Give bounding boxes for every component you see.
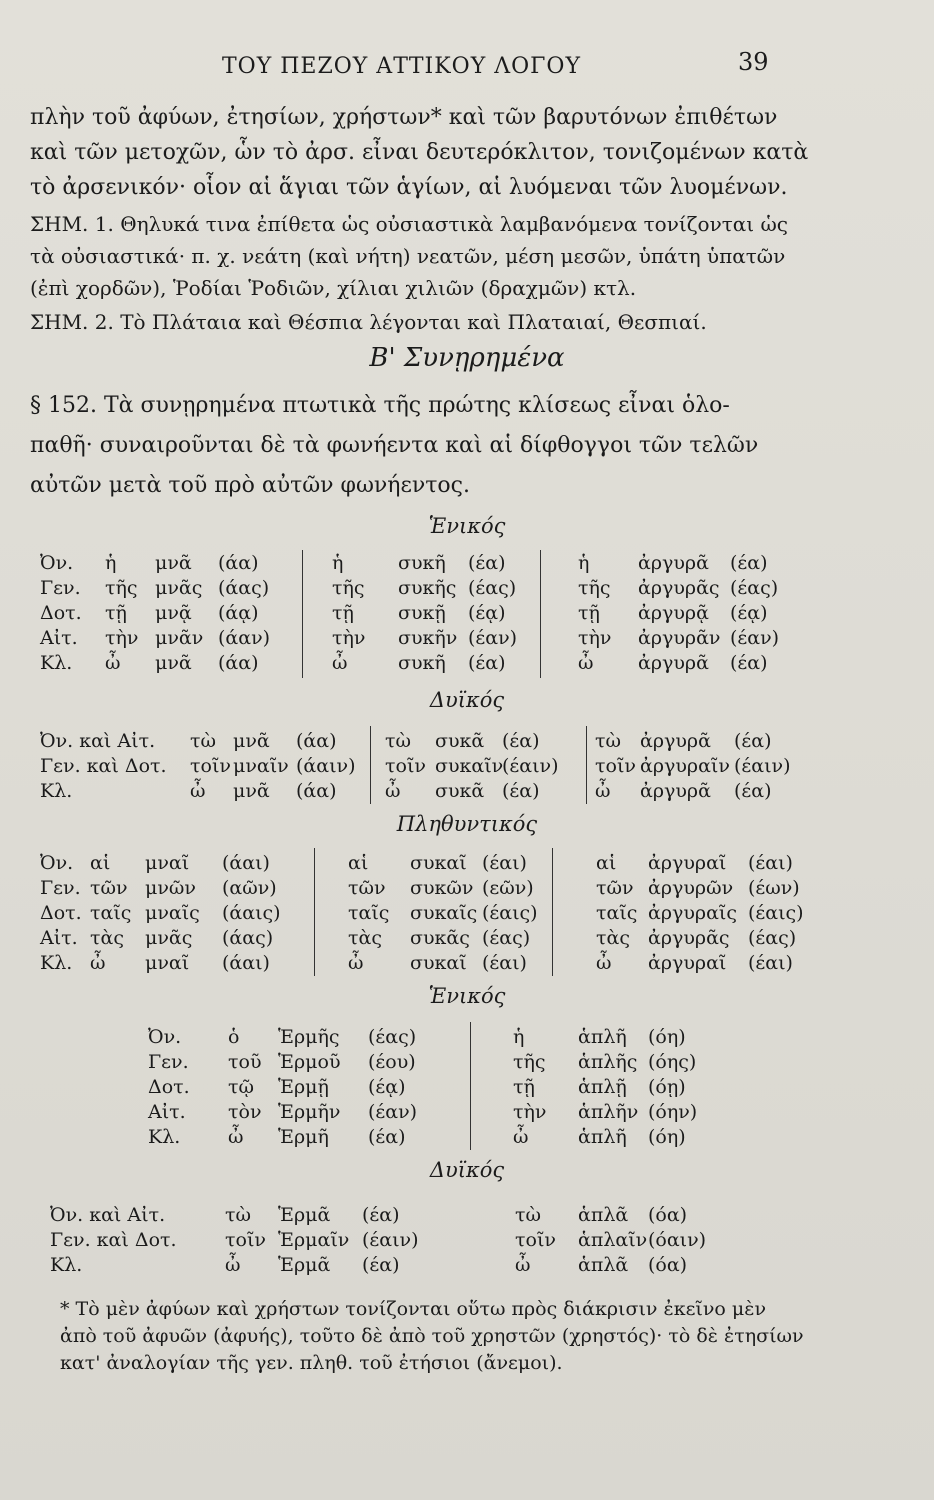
uncontracted: (έᾳ) xyxy=(468,602,506,624)
form: ἁπλαῖν xyxy=(578,1229,648,1251)
text-line: ΣΗΜ. 2. Τὸ Πλάταια καὶ Θέσπια λέγονται καὶ Πλαταιαί, Θεσπιαί. xyxy=(30,310,707,334)
uncontracted: (έαι) xyxy=(748,852,793,874)
article: ὦ xyxy=(596,952,612,974)
article: ὦ xyxy=(190,780,206,802)
case-label: Γεν. καὶ Δοτ. xyxy=(50,1229,177,1251)
table-row xyxy=(148,1126,768,1151)
text-line: (ἐπὶ χορδῶν), Ῥοδίαι Ῥοδιῶν, χίλιαι χιλιῶν (δραχμῶν) κτλ. xyxy=(30,276,637,300)
form: συκῶν xyxy=(410,877,474,899)
text-line: αὐτῶν μετὰ τοῦ πρὸ αὐτῶν φωνήεντος. xyxy=(30,473,470,498)
form: μναῖν xyxy=(233,755,289,777)
table-row xyxy=(40,852,900,877)
article: τοῖν xyxy=(595,755,636,777)
uncontracted: (έαις) xyxy=(748,902,804,924)
form: ἀργυρᾶ xyxy=(640,730,711,752)
page-header xyxy=(0,48,934,88)
table-row xyxy=(40,652,900,677)
article: ἡ xyxy=(578,552,590,574)
table-row xyxy=(40,927,900,952)
case-label: Γεν. xyxy=(148,1051,189,1073)
text-line: τὸ ἀρσενικόν· οἷον αἱ ἅγιαι τῶν ἁγίων, αἱ λυόμεναι τῶν λυομένων. xyxy=(30,175,788,200)
case-label: Κλ. xyxy=(40,780,73,802)
text-line: § 152. Τὰ συνῃρημένα πτωτικὰ τῆς πρώτης κλίσεως εἶναι ὁλο- xyxy=(30,393,730,418)
form: συκῆν xyxy=(398,627,458,649)
table-row xyxy=(40,755,900,780)
note-2 xyxy=(30,306,830,338)
uncontracted: (έαν) xyxy=(368,1101,418,1123)
uncontracted: (όῃ) xyxy=(648,1076,686,1098)
uncontracted: (όη) xyxy=(648,1026,686,1048)
article: ὦ xyxy=(595,780,611,802)
article: τοῖν xyxy=(225,1229,266,1251)
case-label: Γεν. καὶ Δοτ. xyxy=(40,755,167,777)
page-number: 39 xyxy=(738,48,769,76)
case-label: Δοτ. xyxy=(40,902,82,924)
case-label: Ὀν. καὶ Αἰτ. xyxy=(50,1204,166,1226)
uncontracted: (έας) xyxy=(368,1026,417,1048)
form: μνᾶ xyxy=(233,730,270,752)
table-row xyxy=(148,1051,768,1076)
table-row xyxy=(40,730,900,755)
case-label: Ὀν. καὶ Αἰτ. xyxy=(40,730,156,752)
article: ὦ xyxy=(228,1126,244,1148)
article: τὼ xyxy=(385,730,412,752)
uncontracted: (έαιν) xyxy=(502,755,559,777)
article: τὼ xyxy=(515,1204,542,1226)
uncontracted: (έαι) xyxy=(482,852,527,874)
form: Ἑρμᾶ xyxy=(278,1204,331,1226)
form: συκᾶ xyxy=(435,730,485,752)
article: τῶν xyxy=(348,877,386,899)
form: ἀργυρᾶ xyxy=(638,652,709,674)
article: τὰς xyxy=(596,927,630,949)
form: μνᾶν xyxy=(155,627,204,649)
uncontracted: (όαιν) xyxy=(648,1229,707,1251)
table-row xyxy=(40,552,900,577)
text-line: κατ' ἀναλογίαν τῆς γεν. πληθ. τοῦ ἐτήσιοι (ἄνεμοι). xyxy=(60,1352,563,1374)
uncontracted: (εῶν) xyxy=(482,877,534,899)
footnote xyxy=(60,1296,860,1377)
uncontracted: (όης) xyxy=(648,1051,697,1073)
article: τὼ xyxy=(595,730,622,752)
article: ἡ xyxy=(513,1026,525,1048)
form: ἀργυρᾶς xyxy=(648,927,730,949)
uncontracted: (άαν) xyxy=(218,627,271,649)
case-label: Κλ. xyxy=(148,1126,181,1148)
uncontracted: (άα) xyxy=(218,652,259,674)
form: συκᾶς xyxy=(410,927,470,949)
form: συκαῖν xyxy=(435,755,504,777)
article: τῇ xyxy=(578,602,600,624)
case-label: Γεν. xyxy=(40,877,81,899)
article: αἱ xyxy=(596,852,617,874)
form: ἀργυρᾶ xyxy=(640,780,711,802)
text-line: ΣΗΜ. 1. Θηλυκά τινα ἐπίθετα ὡς οὐσιαστικὰ λαμβανόμενα τονίζονται ὡς xyxy=(30,212,789,236)
form: συκαῖ xyxy=(410,852,467,874)
table-row xyxy=(40,877,900,902)
running-head: ΤΟΥ ΠΕΖΟΥ ΑΤΤΙΚΟΥ ΛΟΓΟΥ xyxy=(222,54,581,79)
uncontracted: (έαι) xyxy=(482,952,527,974)
uncontracted: (έα) xyxy=(734,730,772,752)
article: ὦ xyxy=(332,652,348,674)
form: συκῇ xyxy=(398,602,446,624)
uncontracted: (όα) xyxy=(648,1204,688,1226)
article: τὰς xyxy=(90,927,124,949)
article: αἱ xyxy=(348,852,369,874)
uncontracted: (έα) xyxy=(730,552,768,574)
text-line: παθῆ· συναιροῦνται δὲ τὰ φωνήεντα καὶ αἱ δίφθογγοι τῶν τελῶν xyxy=(30,433,759,458)
article: τὴν xyxy=(578,627,612,649)
article: τῆς xyxy=(578,577,611,599)
article: ταῖς xyxy=(90,902,132,924)
case-label: Κλ. xyxy=(40,952,73,974)
uncontracted: (άαις) xyxy=(222,902,281,924)
article: τὰς xyxy=(348,927,382,949)
uncontracted: (όα) xyxy=(648,1254,688,1276)
paradigm-masc-dual xyxy=(50,1204,750,1279)
article: τὸν xyxy=(228,1101,262,1123)
form: ἀργυρᾶς xyxy=(638,577,720,599)
table-row xyxy=(148,1101,768,1126)
case-label: Δοτ. xyxy=(148,1076,190,1098)
article: ἡ xyxy=(332,552,344,574)
table-row xyxy=(148,1076,768,1101)
uncontracted: (αῶν) xyxy=(222,877,277,899)
uncontracted: (άα) xyxy=(296,730,337,752)
table-row xyxy=(40,780,900,805)
note-1 xyxy=(30,208,830,304)
form: ἁπλῆν xyxy=(578,1101,639,1123)
heading-singular: Ἑνικός xyxy=(428,514,506,538)
article: ὦ xyxy=(105,652,121,674)
uncontracted: (άα) xyxy=(218,552,259,574)
form: ἀργυρῶν xyxy=(648,877,734,899)
article: τὴν xyxy=(513,1101,547,1123)
uncontracted: (άας) xyxy=(222,927,274,949)
form: ἀργυραῖς xyxy=(648,902,737,924)
article: ὦ xyxy=(90,952,106,974)
form: συκαῖ xyxy=(410,952,467,974)
form: ἁπλῇ xyxy=(578,1076,627,1098)
form: Ἑρμαῖν xyxy=(278,1229,350,1251)
article: τὴν xyxy=(105,627,139,649)
form: συκῆ xyxy=(398,552,446,574)
uncontracted: (έᾳ) xyxy=(730,602,768,624)
case-label: Ὀν. xyxy=(148,1026,182,1048)
form: Ἑρμῆς xyxy=(278,1026,340,1048)
heading-plural: Πληθυντικός xyxy=(396,812,538,836)
uncontracted: (έᾳ) xyxy=(368,1076,406,1098)
intro-paragraph xyxy=(30,100,820,205)
article: ὦ xyxy=(348,952,364,974)
paradigm-fem-plural xyxy=(40,852,900,977)
table-row xyxy=(50,1229,750,1254)
form: Ἑρμῆ xyxy=(278,1126,329,1148)
uncontracted: (έαν) xyxy=(730,627,780,649)
form: ἀργυρᾶν xyxy=(638,627,721,649)
article: ὦ xyxy=(513,1126,529,1148)
heading-dual: Δυϊκός xyxy=(429,1158,505,1182)
article: τῶν xyxy=(596,877,634,899)
table-row xyxy=(50,1254,750,1279)
text-line: καὶ τῶν μετοχῶν, ὧν τὸ ἀρσ. εἶναι δευτερόκλιτον, τονιζομένων κατὰ xyxy=(30,140,809,165)
uncontracted: (άαιν) xyxy=(296,755,356,777)
form: ἁπλῆ xyxy=(578,1026,627,1048)
article: τοῖν xyxy=(385,755,426,777)
article: ὦ xyxy=(385,780,401,802)
form: ἁπλῆς xyxy=(578,1051,638,1073)
article: τὴν xyxy=(332,627,366,649)
article: ὦ xyxy=(515,1254,531,1276)
case-label: Αἰτ. xyxy=(40,927,78,949)
table-row xyxy=(40,902,900,927)
case-label: Ὀν. xyxy=(40,552,74,574)
uncontracted: (όη) xyxy=(648,1126,686,1148)
article: τῶν xyxy=(90,877,128,899)
form: μναῖ xyxy=(145,852,190,874)
form: Ἑρμᾶ xyxy=(278,1254,331,1276)
form: συκᾶ xyxy=(435,780,485,802)
form: ἁπλᾶ xyxy=(578,1254,629,1276)
paradigm-fem-dual xyxy=(40,730,900,805)
form: ἁπλᾶ xyxy=(578,1204,629,1226)
form: μναῖ xyxy=(145,952,190,974)
case-label: Αἰτ. xyxy=(148,1101,186,1123)
article: τῆς xyxy=(105,577,138,599)
case-label: Αἰτ. xyxy=(40,627,78,649)
table-row xyxy=(50,1204,750,1229)
uncontracted: (έα) xyxy=(502,780,540,802)
table-row xyxy=(40,602,900,627)
uncontracted: (έα) xyxy=(734,780,772,802)
form: Ἑρμῆν xyxy=(278,1101,341,1123)
form: ἀργυραῖ xyxy=(648,952,727,974)
form: μνᾶ xyxy=(233,780,270,802)
article: ἡ xyxy=(105,552,117,574)
uncontracted: (έας) xyxy=(468,577,517,599)
form: ἀργυρᾷ xyxy=(638,602,709,624)
uncontracted: (όην) xyxy=(648,1101,698,1123)
uncontracted: (έαις) xyxy=(482,902,538,924)
uncontracted: (έα) xyxy=(730,652,768,674)
article: τοῦ xyxy=(228,1051,262,1073)
uncontracted: (έαιν) xyxy=(734,755,791,777)
form: ἀργυραῖ xyxy=(648,852,727,874)
text-line: ἀπὸ τοῦ ἀφυῶν (ἀφυής), τοῦτο δὲ ἀπὸ τοῦ χρηστῶν (χρηστός)· τὸ δὲ ἐτησίων xyxy=(60,1325,804,1347)
table-row xyxy=(40,577,900,602)
paradigm-masc-singular xyxy=(148,1026,768,1151)
article: τοῖν xyxy=(190,755,231,777)
uncontracted: (έου) xyxy=(368,1051,416,1073)
article: τῇ xyxy=(332,602,354,624)
form: μνᾶς xyxy=(155,577,203,599)
article: τὼ xyxy=(225,1204,252,1226)
case-label: Γεν. xyxy=(40,577,81,599)
case-label: Ὀν. xyxy=(40,852,74,874)
article: αἱ xyxy=(90,852,111,874)
form: ἁπλῆ xyxy=(578,1126,627,1148)
form: συκαῖς xyxy=(410,902,478,924)
form: Ἑρμοῦ xyxy=(278,1051,341,1073)
article: τῆς xyxy=(332,577,365,599)
section-152 xyxy=(30,386,850,506)
uncontracted: (έα) xyxy=(368,1126,406,1148)
article: τῇ xyxy=(513,1076,535,1098)
uncontracted: (έα) xyxy=(362,1254,400,1276)
form: συκῆς xyxy=(398,577,457,599)
uncontracted: (έα) xyxy=(468,552,506,574)
uncontracted: (έων) xyxy=(748,877,800,899)
form: μνᾶ xyxy=(155,552,192,574)
heading-singular: Ἑνικός xyxy=(428,984,506,1008)
paradigm-fem-singular xyxy=(40,552,900,677)
uncontracted: (άαι) xyxy=(222,952,270,974)
case-label: Δοτ. xyxy=(40,602,82,624)
form: μναῖς xyxy=(145,902,200,924)
form: μνᾶς xyxy=(145,927,193,949)
uncontracted: (άα) xyxy=(296,780,337,802)
table-row xyxy=(40,627,900,652)
case-label: Κλ. xyxy=(40,652,73,674)
article: ταῖς xyxy=(596,902,638,924)
uncontracted: (έα) xyxy=(362,1204,400,1226)
form: μνᾷ xyxy=(155,602,192,624)
article: ὦ xyxy=(225,1254,241,1276)
article: τὼ xyxy=(190,730,217,752)
text-line: * Τὸ μὲν ἀφύων καὶ χρήστων τονίζονται οὕτω πρὸς διάκρισιν ἐκεῖνο μὲν xyxy=(60,1298,767,1320)
article: ταῖς xyxy=(348,902,390,924)
article: τῷ xyxy=(228,1076,255,1098)
uncontracted: (έας) xyxy=(482,927,531,949)
form: Ἑρμῇ xyxy=(278,1076,329,1098)
uncontracted: (έαιν) xyxy=(362,1229,419,1251)
section-title: Β' Συνῃρημένα xyxy=(369,343,565,373)
table-row xyxy=(148,1026,768,1051)
case-label: Κλ. xyxy=(50,1254,83,1276)
uncontracted: (άᾳ) xyxy=(218,602,259,624)
form: μνῶν xyxy=(145,877,196,899)
article: τοῖν xyxy=(515,1229,556,1251)
article: τῆς xyxy=(513,1051,546,1073)
article: ὦ xyxy=(578,652,594,674)
uncontracted: (έας) xyxy=(748,927,797,949)
table-row xyxy=(40,952,900,977)
heading-dual: Δυϊκός xyxy=(429,688,505,712)
uncontracted: (άαι) xyxy=(222,852,270,874)
text-line: τὰ οὐσιαστικά· π. χ. νεάτη (καὶ νήτη) νεατῶν, μέση μεσῶν, ὑπάτη ὑπατῶν xyxy=(30,244,786,268)
uncontracted: (έαν) xyxy=(468,627,518,649)
uncontracted: (έαι) xyxy=(748,952,793,974)
form: μνᾶ xyxy=(155,652,192,674)
form: ἀργυραῖν xyxy=(640,755,730,777)
form: ἀργυρᾶ xyxy=(638,552,709,574)
text-line: πλὴν τοῦ ἀφύων, ἐτησίων, χρήστων* καὶ τῶν βαρυτόνων ἐπιθέτων xyxy=(30,105,778,130)
uncontracted: (άας) xyxy=(218,577,270,599)
uncontracted: (έα) xyxy=(468,652,506,674)
article: τῇ xyxy=(105,602,127,624)
uncontracted: (έα) xyxy=(502,730,540,752)
article: ὁ xyxy=(228,1026,240,1048)
form: συκῆ xyxy=(398,652,446,674)
uncontracted: (έας) xyxy=(730,577,779,599)
